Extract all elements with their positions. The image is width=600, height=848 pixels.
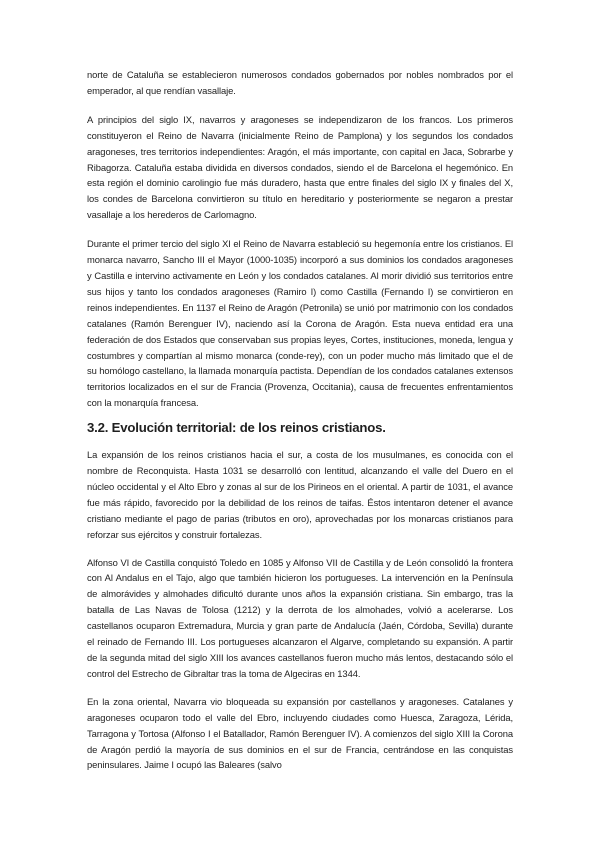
document-body — [87, 67, 513, 773]
paragraph-reconquista: La expansión de los reinos cristianos hacia el sur, a costa de los musulmanes, es conocida con el nombre de Reconquista. Hasta 1031 se desarrolló con lentitud, alcanzando el valle del Duero en el núcleo occidental y el Alto Ebro y zonas al sur de los Pirineos en el oriental. A partir de 1031, el avance fue más rápido, favorecido por la debilidad de los reinos de taifas. Éstos intentaron detener el avance cristiano mediante el pago de parias (tributos en oro), aprovechadas por los monarcas cristianos para reforzar sus ejércitos y construir fortalezas. — [87, 449, 513, 540]
paragraph-castilla-expansion: Alfonso VI de Castilla conquistó Toledo en 1085 y Alfonso VII de Castilla y de León consolidó la frontera con Al Andalus en el Tajo, algo que también hicieron los portugueses. La intervención en la Península de almorávides y almohades dificultó durante unos años la expansión cristiana. Sin embargo, tras la batalla de Las Navas de Tolosa (1212) y la derrota de los almohades, volvió a acelerarse. Los castellanos ocuparon Extremadura, Murcia y gran parte de Andalucía (Jaén, Córdoba, Sevilla) durante el reinado de Fernando III. Los portugueses alcanzaron el Algarve, completando su expansión. A partir de la segunda mitad del siglo XIII los avances castellanos fueron mucho más lentos, destacando sólo el control del Estrecho de Gibraltar tras la toma de Algeciras en 1344. — [87, 556, 513, 679]
section-heading: 3.2. Evolución territorial: de los reinos cristianos. — [87, 420, 386, 436]
paragraph-condados-carolingios: norte de Cataluña se establecieron numerosos condados gobernados por nobles nombrados por el emperador, al que rendían vasallaje. — [87, 69, 513, 96]
paragraph-independencia-navarra-aragon: A principios del siglo IX, navarros y aragoneses se independizaron de los francos. Los primeros constituyeron el Reino de Navarra (inicialmente Reino de Pamplona) y los segundos los condados aragoneses, tres territorios independientes: Aragón, el más importante, con capital en Jaca, Sobrarbe y Ribagorza. Cataluña estaba dividida en diversos condados, siendo el de Barcelona el hegemónico. En esta región el dominio carolingio fue más duradero, hasta que entre finales del siglo IX y finales del X, los condes de Barcelona convirtieron su título en hereditario y posteriormente se negaron a prestar vasallaje a los herederos de Carlomagno. — [87, 113, 513, 221]
paragraph-zona-oriental: En la zona oriental, Navarra vio bloqueada su expansión por castellanos y aragoneses. Catalanes y aragoneses ocuparon todo el valle del Ebro, incluyendo ciudades como Huesca, Zaragoza, Lérida, Tarragona y Tortosa (Alfonso I el Batallador, Ramón Berenguer IV). A comienzos del siglo XIII la Corona de Aragón perdió la mayoría de sus dominios en el sur de Francia, centrándose en las conquistas peninsulares. Jaime I ocupó las Baleares (salvo — [87, 695, 513, 771]
paragraph-hegemonia-navarra: Durante el primer tercio del siglo XI el Reino de Navarra estableció su hegemonía entre los cristianos. El monarca navarro, Sancho III el Mayor (1000-1035) incorporó a sus dominios los condados aragoneses y Castilla e intervino activamente en León y los condados catalanes. Al morir dividió sus territorios entre sus hijos y tanto los condados aragoneses (Ramiro I) como Castilla (Fernando I) se convirtieron en reinos independientes. En 1137 el Reino de Aragón (Petronila) se unió por matrimonio con los condados catalanes (Ramón Berenguer IV), naciendo así la Corona de Aragón. Esta nueva entidad era una federación de dos Estados que conservaban sus propias leyes, Cortes, instituciones, moneda, lengua y costumbres y compartían al mismo monarca (conde-rey), con un poder mucho más limitado que el de su homólogo castellano, la llamada monarquía pactista. Dependían de los condados catalanes extensos territorios localizados en el sur de Francia (Provenza, Occitania), causa de frecuentes enfrentamientos con la monarquía francesa. — [87, 238, 513, 409]
